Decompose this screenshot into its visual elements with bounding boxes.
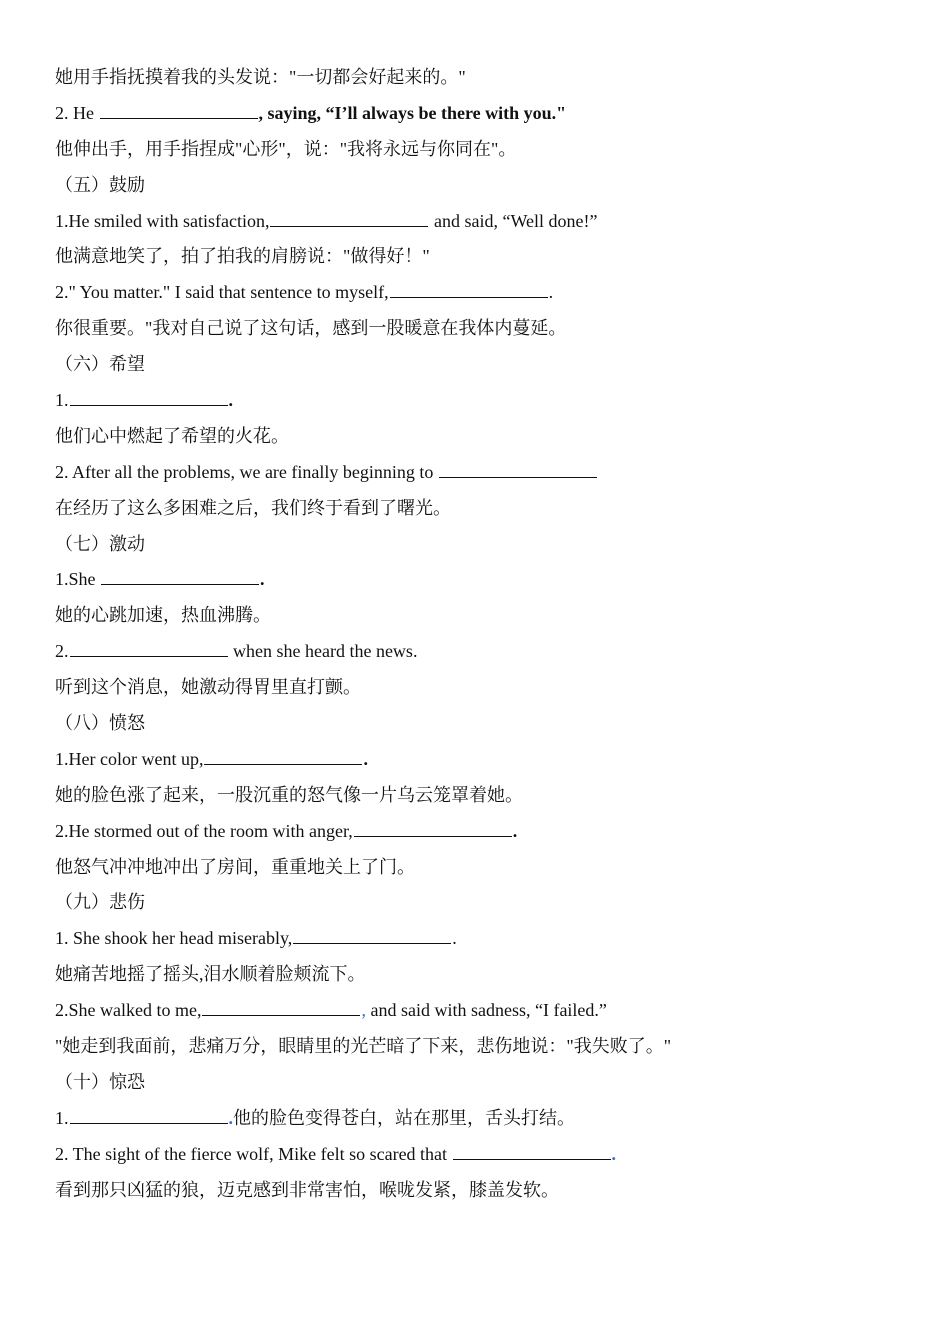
blue-period: .: [228, 1107, 233, 1128]
answer-blank[interactable]: [354, 822, 512, 837]
line-text: 她的心跳加速，热血沸腾。: [55, 605, 271, 626]
exercise-line: [55, 562, 910, 598]
line-text: 他怒气冲冲地冲出了房间，重重地关上了门。: [55, 856, 415, 877]
line-text: 他们心中燃起了希望的火花。: [55, 425, 289, 446]
answer-blank[interactable]: [70, 1109, 228, 1124]
line-text: 在经历了这么多困难之后，我们终于看到了曙光。: [55, 497, 451, 518]
heading-text: （九）悲伤: [55, 892, 145, 913]
sentence-end: when she heard the news.: [228, 641, 418, 662]
sentence-start: 2. The sight of the fierce wolf, Mike felt so scared that: [55, 1143, 452, 1164]
blue-comma: ,: [361, 1000, 366, 1021]
section-heading: [55, 347, 910, 383]
sentence-start: 1.Her color went up,: [55, 748, 204, 769]
exercise-line: [55, 921, 910, 957]
heading-text: （七）激动: [55, 533, 145, 554]
exercise-line: [55, 1101, 910, 1137]
answer-blank[interactable]: [101, 570, 259, 585]
translation-line: [55, 850, 910, 886]
translation-line: [55, 1173, 910, 1209]
line-text: 她痛苦地摇了摇头,泪水顺着脸颊流下。: [55, 964, 366, 985]
line-text: 你很重要。"我对自己说了这句话，感到一股暖意在我体内蔓延。: [55, 318, 567, 339]
line-text: 看到那只凶猛的狼，迈克感到非常害怕，喉咙发紧，膝盖发软。: [55, 1179, 559, 1200]
exercise-line: [55, 742, 910, 778]
translation-line: [55, 132, 910, 168]
line-text: "她走到我面前，悲痛万分，眼睛里的光芒暗了下来，悲伤地说："我失败了。": [55, 1036, 672, 1057]
exercise-line: [55, 455, 910, 491]
heading-text: （十）惊恐: [55, 1071, 145, 1092]
exercise-line: [55, 383, 910, 419]
sentence-start: 2." You matter." I said that sentence to myself,: [55, 282, 389, 303]
sentence-end: .: [363, 748, 368, 769]
translation-line: [55, 491, 910, 527]
line-text: 听到这个消息，她激动得胃里直打颤。: [55, 677, 361, 698]
answer-blank[interactable]: [439, 463, 597, 478]
sentence-start: 1.He smiled with satisfaction,: [55, 210, 270, 231]
section-heading: [55, 885, 910, 921]
heading-text: （五）鼓励: [55, 174, 145, 195]
sentence-start: 2.She walked to me,: [55, 1000, 202, 1021]
translation-line: [55, 598, 910, 634]
translation-line: [55, 311, 910, 347]
answer-blank[interactable]: [100, 104, 258, 119]
line-text: 他伸出手，用手指捏成"心形"，说："我将永远与你同在"。: [55, 138, 517, 159]
heading-text: （六）希望: [55, 354, 145, 375]
translation-line: [55, 670, 910, 706]
answer-blank[interactable]: [293, 929, 451, 944]
translation-line: [55, 957, 910, 993]
line-text: 她用手指抚摸着我的头发说："一切都会好起来的。": [55, 67, 466, 87]
sentence-start: 1.She: [55, 569, 100, 590]
exercise-line: [55, 814, 910, 850]
translation-line: [55, 239, 910, 275]
sentence-end: .: [260, 569, 265, 590]
translation-text: 他的脸色变得苍白，站在那里，舌头打结。: [233, 1107, 575, 1128]
sentence-start: 2. After all the problems, we are finally beginning to: [55, 461, 438, 482]
section-heading: [55, 706, 910, 742]
sentence-end: .: [548, 282, 554, 303]
sentence-start: 1. She shook her head miserably,: [55, 928, 293, 949]
answer-blank[interactable]: [453, 1145, 611, 1160]
translation-line: [55, 1029, 910, 1065]
sentence-start: 1.: [55, 1107, 69, 1128]
blue-period: .: [611, 1143, 617, 1164]
sentence-end: and said, “Well done!”: [429, 210, 598, 231]
answer-blank[interactable]: [70, 642, 228, 657]
answer-blank[interactable]: [270, 212, 428, 227]
line-text: 她的脸色涨了起来，一股沉重的怒气像一片乌云笼罩着她。: [55, 784, 523, 805]
sentence-start: 2.He stormed out of the room with anger,: [55, 820, 353, 841]
translation-line: [55, 778, 910, 814]
sentence-start: 2.: [55, 641, 69, 662]
sentence-start: 1.: [55, 390, 69, 411]
line-text: 他满意地笑了，拍了拍我的肩膀说："做得好！": [55, 246, 430, 267]
exercise-line: [55, 1137, 910, 1173]
answer-blank[interactable]: [70, 391, 228, 406]
answer-blank[interactable]: [202, 1001, 360, 1016]
answer-blank[interactable]: [204, 750, 362, 765]
sentence-end: and said with sadness, “I failed.”: [365, 1000, 607, 1021]
exercise-line: [55, 275, 910, 311]
section-heading: [55, 527, 910, 563]
exercise-line: [55, 96, 910, 132]
translation-line: [55, 60, 910, 96]
answer-blank[interactable]: [390, 283, 548, 298]
translation-line: [55, 419, 910, 455]
sentence-end: .: [452, 928, 457, 949]
section-heading: [55, 1065, 910, 1101]
sentence-start: 2. He: [55, 102, 99, 123]
section-heading: [55, 168, 910, 204]
sentence-end: .: [512, 820, 518, 841]
exercise-line: [55, 993, 910, 1029]
sentence-end: .: [228, 390, 233, 411]
exercise-line: [55, 634, 910, 670]
sentence-end: , saying, “I’ll always be there with you.": [258, 102, 567, 123]
exercise-line: [55, 204, 910, 240]
heading-text: （八）愤怒: [55, 713, 145, 734]
